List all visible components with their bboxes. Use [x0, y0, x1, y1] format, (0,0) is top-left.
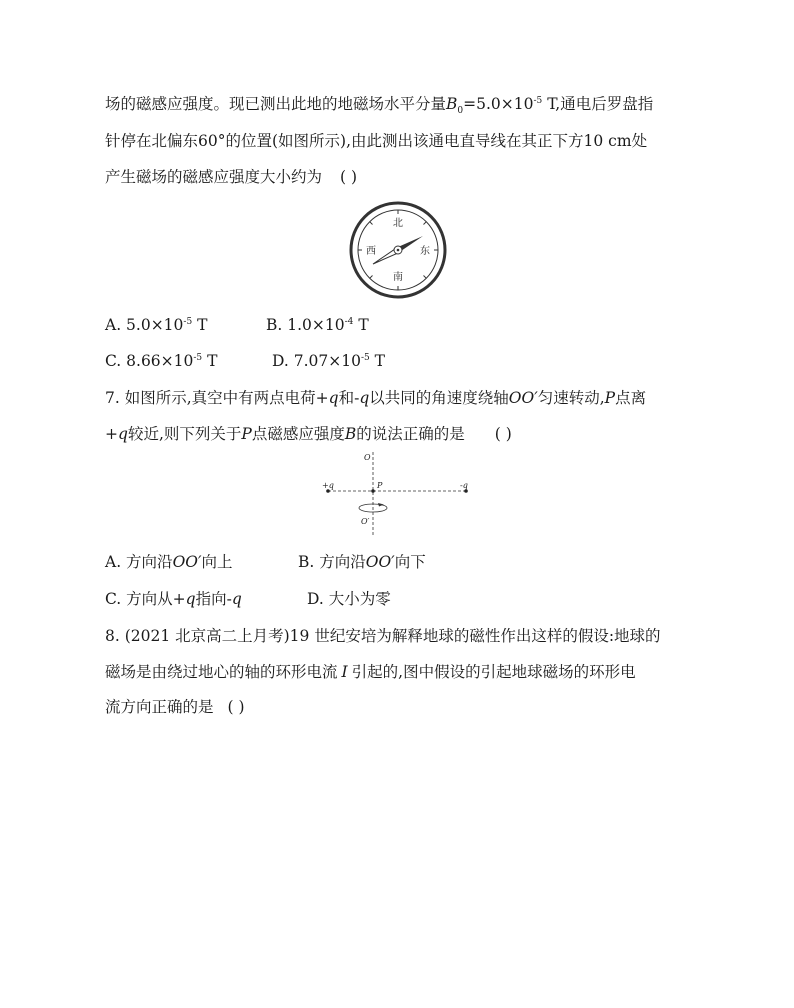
plus-q-label: +q: [322, 481, 334, 490]
compass-south-label: 南: [393, 272, 403, 283]
rotating-charges-figure: [318, 448, 478, 540]
q6-option-c: C. $8.66\times 10^{-5}$ T: [105, 352, 218, 370]
q8-line-2: 磁场是由绕过地心的轴的环形电流 I 引起的,图中假设的引起地球磁场的环形电: [105, 663, 636, 681]
q6-option-b: B. $1.0\times 10^{-4}$ T: [266, 316, 369, 334]
minus-q-label: -q: [460, 481, 468, 490]
q7-option-b: B. 方向沿OO′向下: [298, 553, 426, 571]
q6-option-a: A. $5.0\times 10^{-5}$ T: [105, 316, 208, 334]
q6-option-d: D. $7.07\times 10^{-5}$ T: [272, 352, 385, 370]
point-p: [371, 489, 375, 493]
q7-line-2: +q较近,则下列关于P点磁感应强度B的说法正确的是 ( ): [105, 425, 512, 443]
q7-line-1: 7. 如图所示,真空中有两点电荷+q和-q以共同的角速度绕轴OO′匀速转动,P点离: [105, 389, 647, 407]
point-p-label: P: [377, 481, 383, 490]
compass-west-label: 西: [366, 246, 376, 257]
axis-label-o: O: [364, 453, 371, 462]
compass-east-label: 东: [420, 246, 430, 257]
q7-option-a: A. 方向沿OO′向上: [105, 553, 233, 571]
q8-line-3: 流方向正确的是 ( ): [105, 698, 245, 716]
q6-line-3: 产生磁场的磁感应强度大小约为 ( ): [105, 168, 358, 186]
q8-line-1: 8. (2021 北京高二上月考)19 世纪安培为解释地球的磁性作出这样的假设:地球的: [105, 627, 661, 645]
q6-line-1: 场的磁感应强度。现已测出此地的地磁场水平分量$B_0=5.0\times 10^{-5}$ T,通电后罗盘指: [105, 95, 654, 117]
compass-north-label: 北: [393, 218, 403, 229]
compass-figure: [347, 200, 449, 300]
q7-option-d: D. 大小为零: [307, 590, 391, 608]
axis-label-o-prime: O′: [361, 517, 370, 526]
q7-option-c: C. 方向从+q指向-q: [105, 590, 242, 608]
q6-line-2: 针停在北偏东60°的位置(如图所示),由此测出该通电直导线在其正下方10 cm处: [105, 132, 648, 150]
